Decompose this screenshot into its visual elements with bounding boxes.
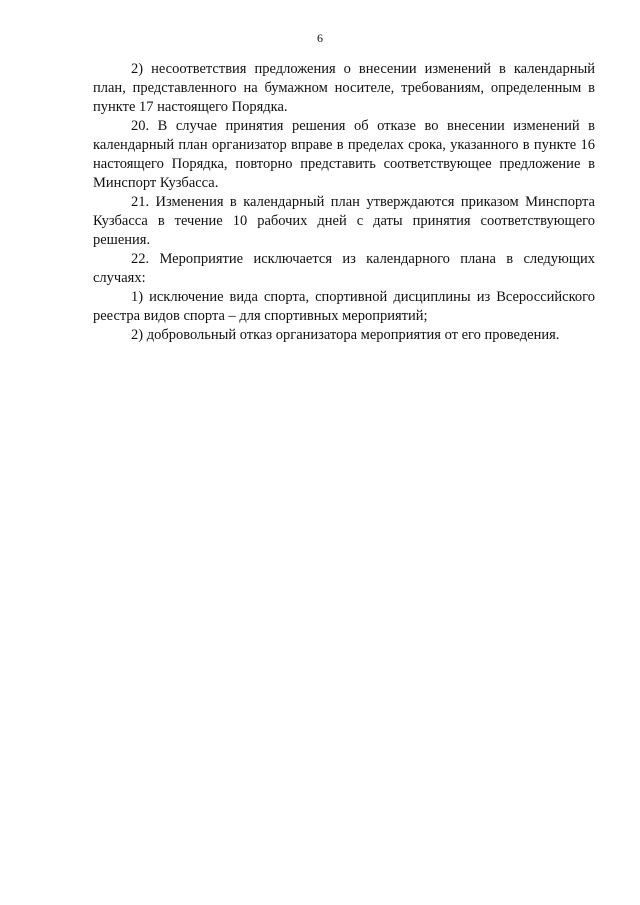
paragraph-item-2-nonconformity: 2) несоответствия предложения о внесении изменений в календарный план, представленного на бумажном носителе, требованиям, определенным в пункте 17 настоящего Порядка. [93, 61, 595, 115]
paragraph-exclusion-case-2: 2) добровольный отказ организатора мероприятия от его проведения. [131, 327, 560, 343]
page-number: 6 [317, 31, 323, 45]
paragraph-22-exclusion: 22. Мероприятие исключается из календарного плана в следующих случаях: [93, 251, 595, 286]
paragraph-exclusion-case-1: 1) исключение вида спорта, спортивной дисциплины из Всероссийского реестра видов спорта – для спортивных мероприятий; [93, 289, 595, 324]
paragraph-20-refusal: 20. В случае принятия решения об отказе во внесении изменений в календарный план организатор вправе в пределах срока, указанного в пункте 16 настоящего Порядка, повторно представить соответствующее предложение в Минспорт Кузбасса. [93, 118, 595, 191]
document-body [93, 60, 595, 345]
paragraph-21-approval: 21. Изменения в календарный план утверждаются приказом Минспорта Кузбасса в течение 10 рабочих дней с даты принятия соответствующего решения. [93, 194, 595, 248]
